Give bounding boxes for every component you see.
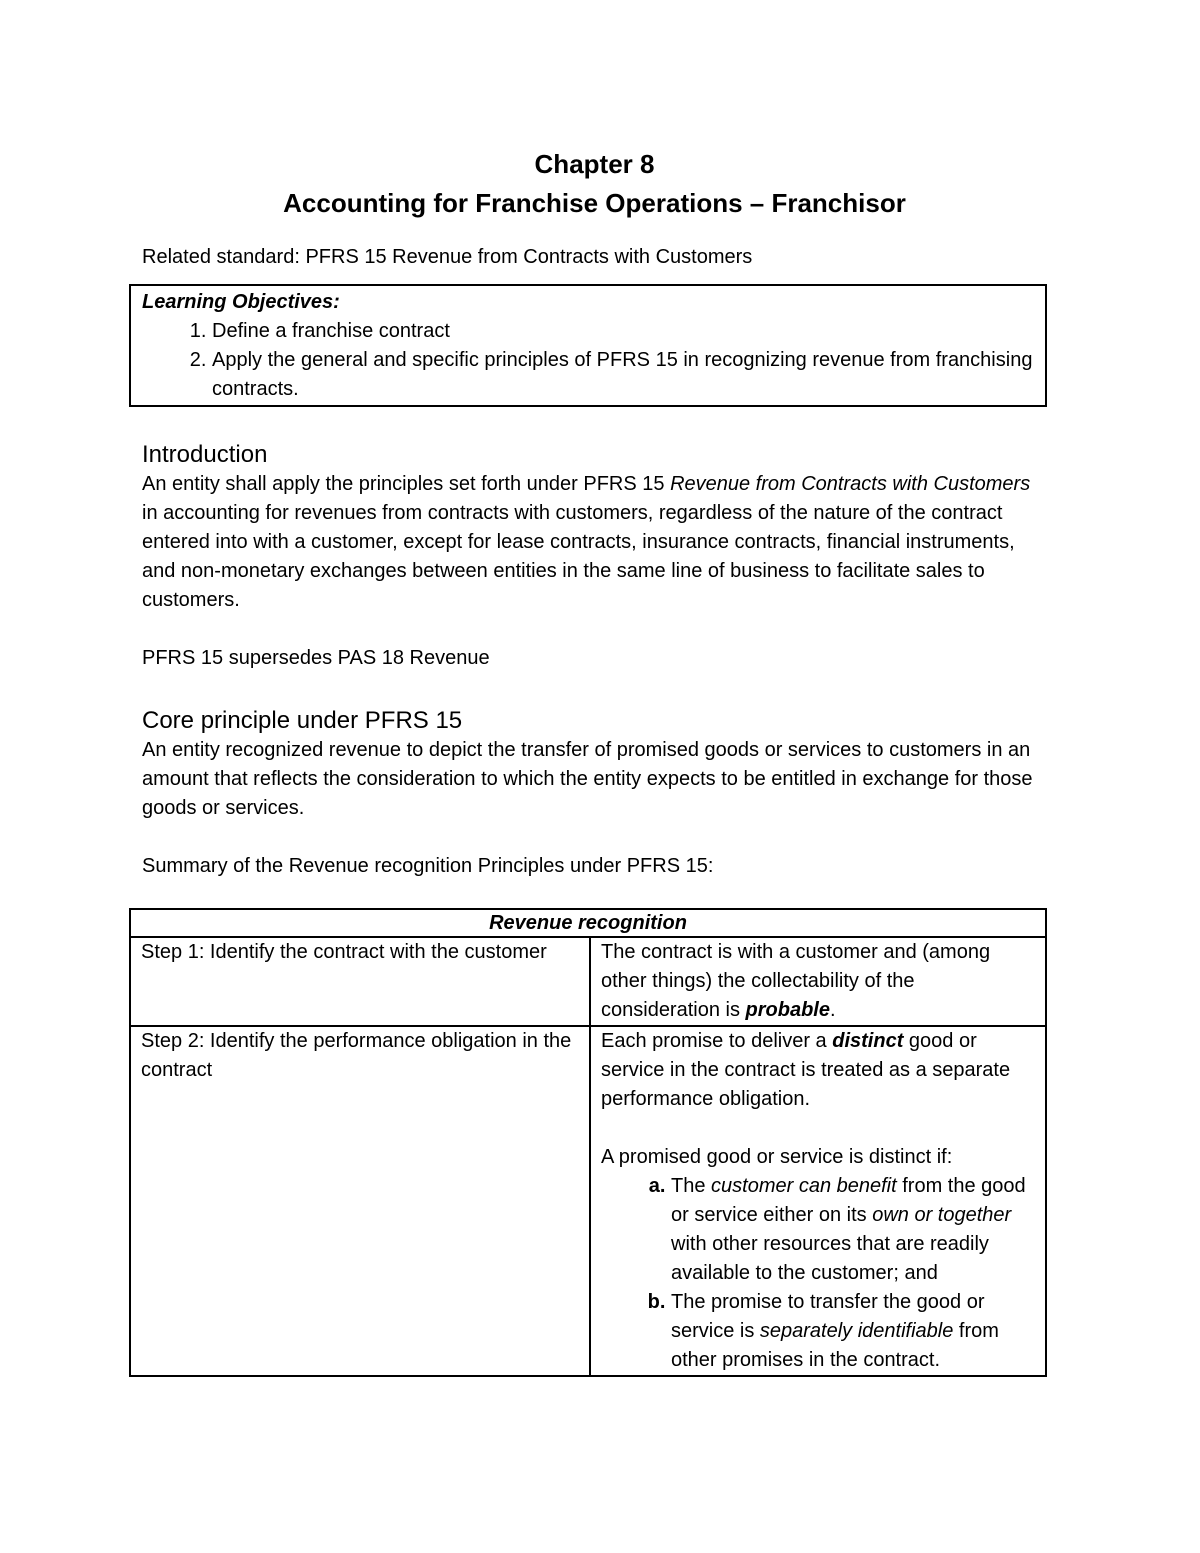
intro-text: in accounting for revenues from contracts with customers, regardless of the nature of the contract entered into with a customer, except for lease contracts, insurance contracts, financial instruments, and non-monetary exchanges between entities in the same line of business to facilitate sales to customers. (142, 502, 1015, 611)
criterion-text: The promise to transfer the good or service is (671, 1291, 985, 1342)
criterion-text: from other promises in the contract. (671, 1320, 999, 1371)
learning-objectives-list (142, 317, 1035, 404)
desc-text: The contract is with a customer and (among other things) the collectability of the consideration is (601, 941, 991, 1021)
table-header-row (130, 909, 1046, 937)
distinct-criteria-list (601, 1172, 1035, 1375)
core-principle-text: An entity recognized revenue to depict the transfer of promised goods or services to customers in an amount that reflects the consideration to which the entity expects to be entitled in exchange for those goods or services. (142, 739, 1033, 819)
table-row (130, 1026, 1046, 1376)
page-content (142, 145, 1047, 1377)
step-label: Step 2: Identify the performance obligation in the contract (130, 1026, 590, 1376)
learning-objectives-box (129, 284, 1047, 407)
core-principle-heading: Core principle under PFRS 15 (142, 707, 463, 734)
chapter-number: Chapter 8 (534, 149, 655, 179)
introduction-paragraph (142, 470, 1047, 615)
desc-text: . (829, 999, 836, 1021)
distinct-intro: A promised good or service is distinct if: (601, 1146, 953, 1168)
criterion-text: from the good or service either on its (671, 1175, 1026, 1226)
learning-objectives-heading: Learning Objectives: (142, 291, 340, 313)
desc-emphasis: probable (745, 999, 830, 1021)
table-header: Revenue recognition (130, 909, 1046, 937)
table-row (130, 937, 1046, 1026)
objective-item: 1. Define a franchise contract (212, 317, 1035, 346)
desc-emphasis: distinct (832, 1030, 904, 1052)
desc-text: good or service in the contract is treated as a separate performance obligation. (601, 1030, 1011, 1110)
criterion-item (671, 1172, 1035, 1288)
chapter-title: Accounting for Franchise Operations – Franchisor (283, 188, 906, 218)
intro-standard-title: Revenue from Contracts with Customers (670, 473, 1031, 495)
supersedes-note: PFRS 15 supersedes PAS 18 Revenue (142, 647, 490, 669)
criterion-text: with other resources that are readily available to the customer; and (671, 1233, 989, 1284)
related-standard: Related standard: PFRS 15 Revenue from Contracts with Customers (142, 246, 753, 268)
criterion-emphasis: own or together (872, 1204, 1012, 1226)
step-description (590, 1026, 1046, 1376)
criterion-emphasis: customer can benefit (711, 1175, 897, 1197)
desc-text: Each promise to deliver a (601, 1030, 833, 1052)
step-label: Step 1: Identify the contract with the customer (130, 937, 590, 1026)
objective-item: 2. Apply the general and specific principles of PFRS 15 in recognizing revenue from franchising contracts. (212, 346, 1035, 404)
criterion-emphasis: separately identifiable (759, 1320, 954, 1342)
intro-text: An entity shall apply the principles set forth under PFRS 15 (142, 473, 671, 495)
criterion-text: The (671, 1175, 712, 1197)
desc-paragraph (601, 1027, 1035, 1114)
summary-caption: Summary of the Revenue recognition Principles under PFRS 15: (142, 855, 714, 877)
criterion-item (671, 1288, 1035, 1375)
step-description (590, 937, 1046, 1026)
introduction-heading: Introduction (142, 441, 268, 468)
revenue-recognition-table (129, 908, 1047, 1377)
